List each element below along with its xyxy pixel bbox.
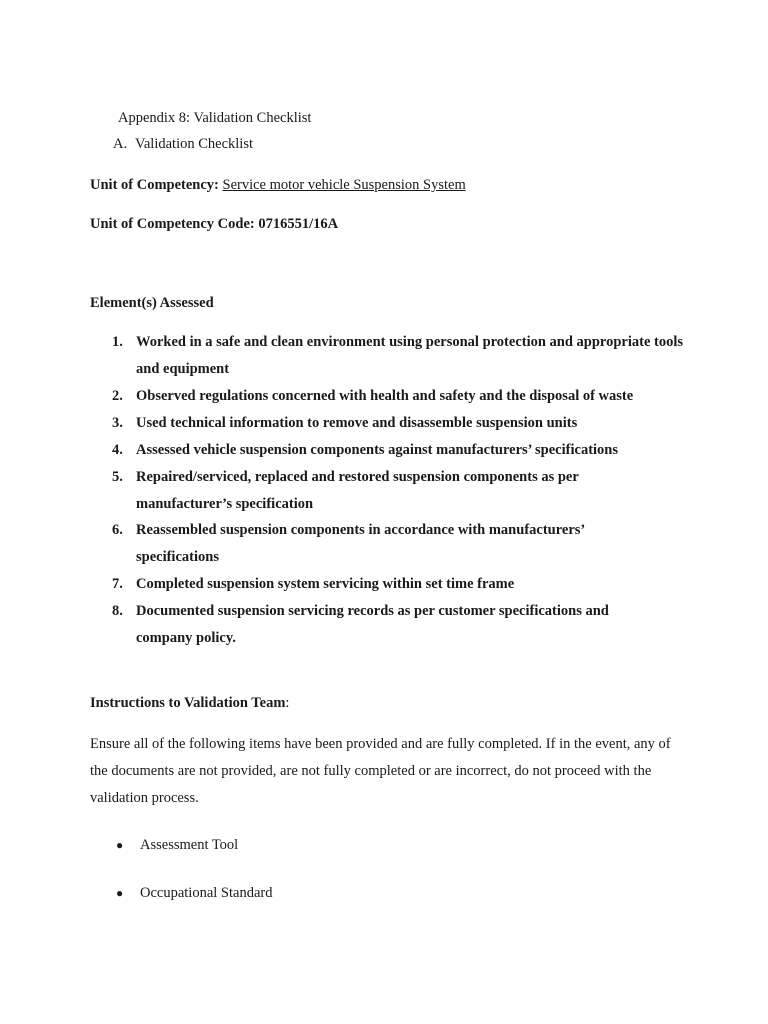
unit-of-competency-value: Service motor vehicle Suspension System [222,177,466,193]
unit-of-competency-code [90,215,338,233]
instructions-heading-colon: : [285,695,290,711]
instructions-heading [90,694,289,712]
bullet-label: Occupational Standard [140,885,273,901]
unit-of-competency-label: Unit of Competency: [90,177,223,193]
instructions-heading-text: Instructions to Validation Team [90,695,286,711]
element-text: Reassembled suspension components in accordance with manufacturers’ specifications [136,522,585,565]
element-number: 2. [112,388,123,404]
element-text: Repaired/serviced, replaced and restored suspension components as per manufacturer’s specification [136,469,579,512]
unit-code-label: Unit of Competency Code: [90,216,259,232]
element-text: Used technical information to remove and disassemble suspension units [136,415,578,431]
element-number: 7. [112,576,123,592]
element-number: 5. [112,469,123,485]
element-number: 8. [112,603,123,619]
bullet-icon: ● [116,838,124,852]
element-text: Completed suspension system servicing within set time frame [136,576,515,592]
section-marker: A. [113,136,128,152]
elements-heading: Element(s) Assessed [90,295,214,311]
section-title: Validation Checklist [135,136,253,152]
instructions-paragraph: Ensure all of the following items have been provided and are fully completed. If in the event, any of the documents are not provided, are not fully completed or are incorrect, do not proceed with the validation process. [90,736,671,806]
element-number: 4. [112,442,123,458]
element-text: Documented suspension servicing records as per customer specifications and company policy. [136,603,609,646]
element-text: Assessed vehicle suspension components against manufacturers’ specifications [136,442,619,458]
bullet-label: Assessment Tool [140,837,239,853]
element-number: 3. [112,415,123,431]
appendix-title: Appendix 8: Validation Checklist [118,110,312,126]
element-text: Worked in a safe and clean environment using personal protection and appropriate tools and equipment [136,334,684,377]
element-number: 1. [112,334,123,350]
unit-code-value: 0716551/16A [258,216,339,232]
element-text: Observed regulations concerned with health and safety and the disposal of waste [136,388,634,404]
unit-of-competency [90,176,466,194]
section-heading [113,135,253,153]
bullet-icon: ● [116,886,124,900]
element-number: 6. [112,522,123,538]
